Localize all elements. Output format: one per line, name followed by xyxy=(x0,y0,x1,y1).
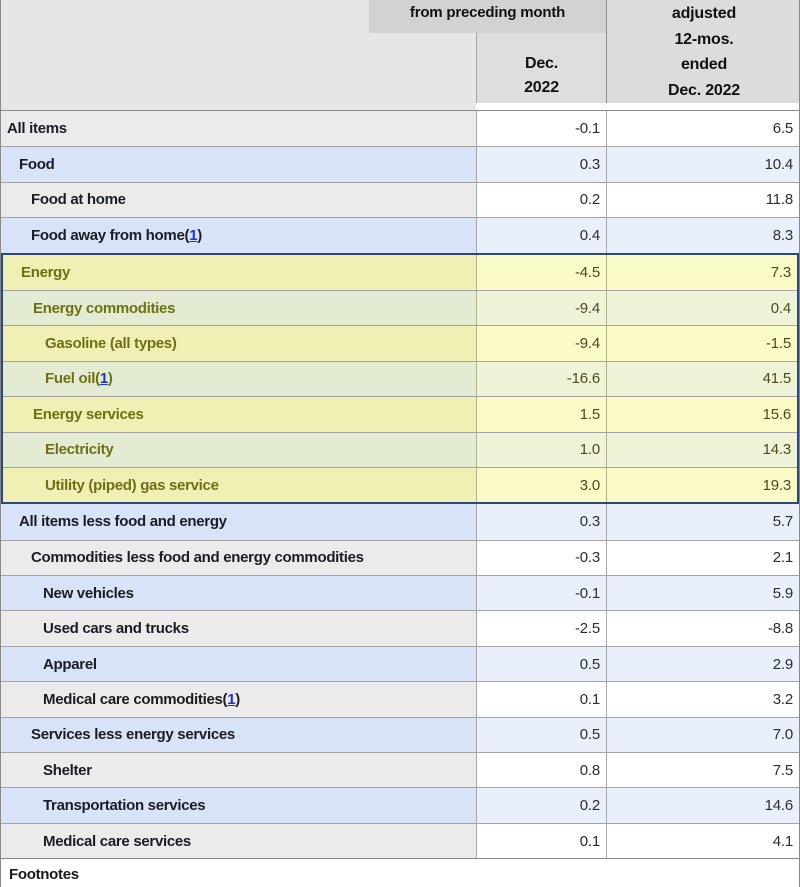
footnote-link[interactable]: 1 xyxy=(227,690,236,708)
value-monthly-change: -9.4 xyxy=(476,291,606,325)
table-header xyxy=(1,0,799,111)
row-label xyxy=(1,576,476,610)
value-12mo-change: 41.5 xyxy=(606,362,797,396)
table-row xyxy=(3,396,797,431)
value-12mo-change: 6.5 xyxy=(606,111,799,146)
row-label-text: Food at home xyxy=(31,191,126,209)
row-label xyxy=(1,824,476,858)
row-label-text: Fuel oil xyxy=(45,370,96,388)
row-label xyxy=(3,255,476,290)
table-row xyxy=(1,717,799,752)
value-monthly-change: -0.3 xyxy=(476,541,606,575)
value-12mo-change: 15.6 xyxy=(606,397,797,431)
table-row xyxy=(1,681,799,716)
table-body xyxy=(1,111,799,858)
value-12mo-change: 19.3 xyxy=(606,468,797,502)
value-12mo-change: 2.9 xyxy=(606,647,799,681)
header-month-line2: 2022 xyxy=(524,79,559,96)
header-month-line1: Dec. xyxy=(525,55,558,72)
value-12mo-change: 3.2 xyxy=(606,682,799,716)
header-yoy-line2: 12-mos. xyxy=(674,30,734,48)
value-monthly-change: 0.5 xyxy=(476,647,606,681)
value-12mo-change: 5.9 xyxy=(606,576,799,610)
row-label-text: Energy xyxy=(21,263,71,281)
value-12mo-change: 8.3 xyxy=(606,218,799,252)
table-row xyxy=(1,111,799,146)
row-label-text: Energy services xyxy=(33,405,144,423)
value-12mo-change: 7.0 xyxy=(606,718,799,752)
row-label xyxy=(3,326,476,360)
row-label xyxy=(3,291,476,325)
row-label xyxy=(3,468,476,502)
row-label xyxy=(1,183,476,217)
value-monthly-change: 0.2 xyxy=(476,788,606,822)
header-yoy-line1: adjusted xyxy=(671,5,737,22)
row-label-text: All items xyxy=(7,120,67,138)
row-label xyxy=(1,611,476,645)
table-row xyxy=(1,646,799,681)
value-12mo-change: -8.8 xyxy=(606,611,799,645)
value-12mo-change: 14.6 xyxy=(606,788,799,822)
row-label-text: Used cars and trucks xyxy=(43,620,189,638)
row-label-text: New vehicles xyxy=(43,584,134,602)
row-label xyxy=(1,111,476,146)
value-12mo-change: 0.4 xyxy=(606,291,797,325)
value-monthly-change: 0.1 xyxy=(476,824,606,858)
table-row xyxy=(3,467,797,502)
value-monthly-change: 1.5 xyxy=(476,397,606,431)
row-label-text: Gasoline (all types) xyxy=(45,335,177,353)
row-label xyxy=(1,718,476,752)
value-monthly-change: 0.3 xyxy=(476,504,606,539)
value-monthly-change: -4.5 xyxy=(476,255,606,290)
header-yoy-line3: ended xyxy=(680,56,728,73)
footnote-ref: (1) xyxy=(184,226,202,244)
table-row xyxy=(1,540,799,575)
row-label xyxy=(3,397,476,431)
value-12mo-change: 5.7 xyxy=(606,504,799,539)
row-label-text: Commodities less food and energy commodities xyxy=(31,549,364,567)
row-label-text: Services less energy services xyxy=(31,726,235,744)
row-label-text: Shelter xyxy=(43,761,92,779)
table-row xyxy=(3,290,797,325)
row-label-text: Transportation services xyxy=(43,797,206,815)
table-row xyxy=(1,504,799,539)
row-label-text: Food xyxy=(19,156,55,174)
value-12mo-change: 7.5 xyxy=(606,753,799,787)
value-monthly-change: 0.5 xyxy=(476,718,606,752)
footnote-link[interactable]: 1 xyxy=(189,226,198,244)
value-monthly-change: 0.3 xyxy=(476,147,606,181)
value-monthly-change: 0.4 xyxy=(476,218,606,252)
row-label-text: Apparel xyxy=(43,655,97,673)
value-monthly-change: -2.5 xyxy=(476,611,606,645)
table-row xyxy=(1,575,799,610)
table-row xyxy=(1,610,799,645)
row-label xyxy=(1,504,476,539)
row-label-text: All items less food and energy xyxy=(19,513,227,531)
row-label-text: Medical care services xyxy=(43,832,191,850)
row-label xyxy=(1,753,476,787)
value-12mo-change: 2.1 xyxy=(606,541,799,575)
value-monthly-change: -16.6 xyxy=(476,362,606,396)
footnote-ref: (1) xyxy=(222,690,240,708)
row-label xyxy=(1,541,476,575)
value-12mo-change: 4.1 xyxy=(606,824,799,858)
value-12mo-change: 10.4 xyxy=(606,147,799,181)
row-label xyxy=(1,218,476,252)
table-row xyxy=(1,787,799,822)
row-label-text: Energy commodities xyxy=(33,299,176,317)
table-row xyxy=(1,752,799,787)
row-label xyxy=(3,362,476,396)
header-yoy-line4: Dec. 2022 xyxy=(667,81,741,99)
footnotes-section-header xyxy=(1,858,799,887)
table-row xyxy=(3,255,797,290)
value-12mo-change: 14.3 xyxy=(606,433,797,467)
table-row xyxy=(3,432,797,467)
value-monthly-change: -0.1 xyxy=(476,111,606,146)
row-label xyxy=(1,647,476,681)
value-monthly-change: -9.4 xyxy=(476,326,606,360)
table-row xyxy=(3,325,797,360)
value-monthly-change: 3.0 xyxy=(476,468,606,502)
row-label-text: Utility (piped) gas service xyxy=(45,476,219,494)
value-12mo-change: 7.3 xyxy=(606,255,797,290)
header-preceding-month-note: from preceding month xyxy=(369,0,606,33)
value-12mo-change: 11.8 xyxy=(606,183,799,217)
footnote-ref: (1) xyxy=(95,370,113,388)
table-row xyxy=(1,182,799,217)
value-monthly-change: 0.1 xyxy=(476,682,606,716)
value-monthly-change: -0.1 xyxy=(476,576,606,610)
row-label-text: Medical care commodities xyxy=(43,690,223,708)
row-label xyxy=(3,433,476,467)
table-row xyxy=(1,823,799,858)
header-unadjusted-12mo-column xyxy=(606,0,800,103)
value-monthly-change: 0.8 xyxy=(476,753,606,787)
footnote-link[interactable]: 1 xyxy=(99,370,108,388)
energy-highlight-block xyxy=(1,253,799,505)
row-label xyxy=(1,147,476,181)
row-label-text: Food away from home xyxy=(31,226,185,244)
value-monthly-change: 1.0 xyxy=(476,433,606,467)
row-label xyxy=(1,788,476,822)
footnotes-title: Footnotes xyxy=(9,866,79,884)
table-row xyxy=(1,146,799,181)
table-row xyxy=(1,217,799,252)
row-label xyxy=(1,682,476,716)
value-monthly-change: 0.2 xyxy=(476,183,606,217)
row-label-text: Electricity xyxy=(45,441,114,459)
value-12mo-change: -1.5 xyxy=(606,326,797,360)
table-row xyxy=(3,361,797,396)
